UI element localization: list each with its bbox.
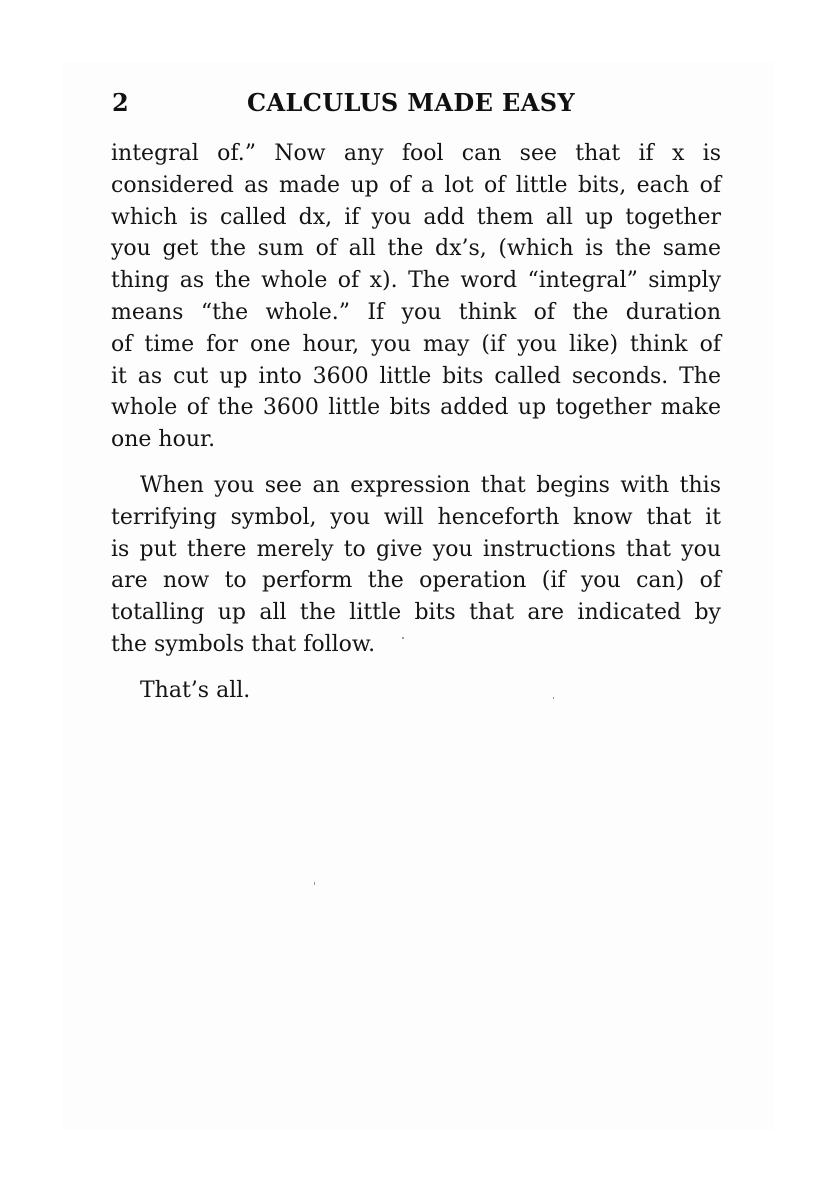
- text-line: means “the whole.” If you think of the duration: [111, 299, 721, 325]
- text-line: thing as the whole of x). The word “integral” simply: [111, 268, 721, 294]
- text-line: integral of.” Now any fool can see that if x is: [111, 141, 721, 166]
- text-line: considered as made up of a lot of little bits, each of: [111, 172, 721, 198]
- text-line: you get the sum of all the dx’s, (which is the same: [111, 236, 721, 262]
- text-line: whole of the 3600 little bits added up together make: [111, 395, 721, 421]
- page-number: 2: [112, 88, 129, 117]
- text-line: is put there merely to give you instructions that you: [111, 536, 721, 562]
- paragraph: [111, 675, 721, 707]
- text-line: it as cut up into 3600 little bits called seconds. The: [111, 363, 721, 389]
- text-line: of time for one hour, you may (if you like) think of: [111, 331, 721, 357]
- paragraph-gap: [111, 456, 721, 470]
- text-line: the symbols that follow.: [111, 631, 376, 657]
- text-line: are now to perform the operation (if you can) of: [111, 568, 721, 594]
- text-line: When you see an expression that begins with this: [140, 472, 721, 498]
- text-line: totalling up all the little bits that are indicated by: [111, 600, 721, 626]
- text-line: terrifying symbol, you will henceforth know that it: [111, 504, 721, 530]
- running-head: CALCULUS MADE EASY: [247, 88, 576, 117]
- paragraph: [111, 138, 721, 456]
- page-header: [112, 88, 720, 122]
- print-speck: [402, 637, 404, 639]
- text-line: one hour.: [111, 427, 216, 453]
- text-line: That’s all.: [140, 677, 251, 703]
- body-text: [111, 138, 721, 707]
- text-line: which is called dx, if you add them all up together: [111, 204, 721, 230]
- paragraph-gap: [111, 661, 721, 675]
- print-speck: [314, 882, 315, 885]
- print-speck: [553, 697, 554, 699]
- paragraph: [111, 470, 721, 661]
